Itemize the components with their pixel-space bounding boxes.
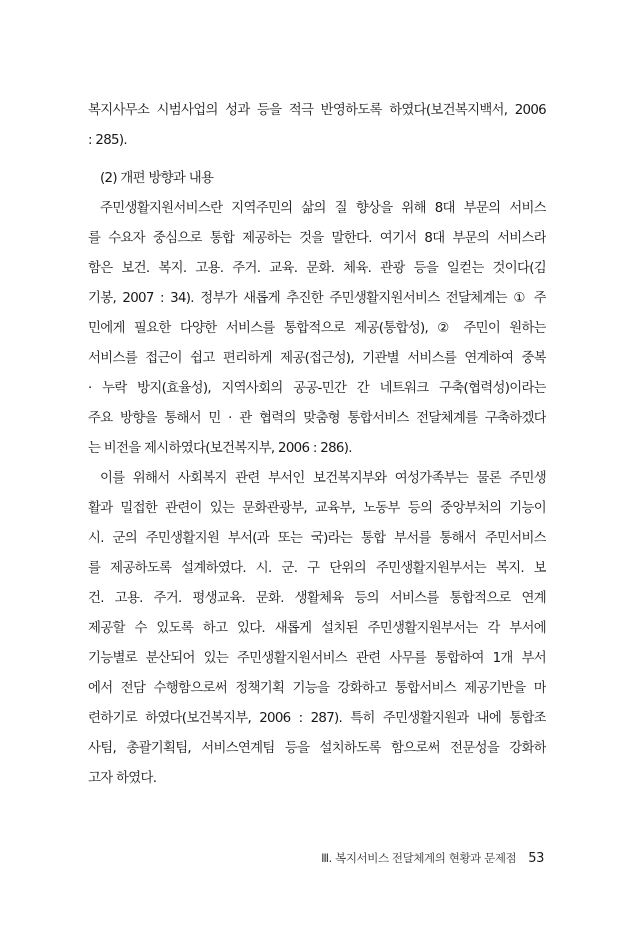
text-line: 민에게 필요한 다양한 서비스를 통합적으로 제공(통합성), ② 주민이 원하는 [88,321,546,336]
running-chapter-title: Ⅲ. 복지서비스 전달체계의 현황과 문제점 [321,851,517,865]
body-text [88,96,546,794]
text-line: 에서 전담 수행함으로써 정책기획 기능을 강화하고 통합서비스 제공기반을 마 [88,681,546,696]
text-line: 를 수요자 중심으로 통합 제공하는 것을 말한다. 여기서 8대 부문의 서비스라 [88,231,546,246]
text-line: 는 비전을 제시하였다(보건복지부, 2006 : 286). [88,441,352,456]
text-line: 제공할 수 있도록 하고 있다. 새롭게 설치된 주민생활지원부서는 각 부서에 [88,621,546,636]
text-line: : 285). [88,133,127,148]
text-line: 서비스를 접근이 쉽고 편리하게 제공(접근성), 기관별 서비스를 연계하여 중복 [88,351,546,366]
text-line: 련하기로 하였다(보건복지부, 2006 : 287). 특히 주민생활지원과 내에 통합조 [88,711,546,726]
text-line: 사팀, 총괄기획팀, 서비스연계팀 등을 설치하도록 함으로써 전문성을 강화하 [88,741,546,756]
text-line: 활과 밀접한 관련이 있는 문화관광부, 교육부, 노동부 등의 중앙부처의 기능이 [88,501,546,516]
section-heading: (2) 개편 방향과 내용 [100,171,214,186]
text-line: 를 제공하도록 설계하였다. 시. 군. 구 단위의 주민생활지원부서는 복지. 보 [88,561,546,576]
text-line: 기능별로 분산되어 있는 주민생활지원서비스 관련 사무를 통합하여 1개 부서 [88,651,546,666]
text-line: 건. 고용. 주거. 평생교육. 문화. 생활체육 등의 서비스를 통합적으로 연계 [88,591,546,606]
text-line: 함은 보건. 복지. 고용. 주거. 교육. 문화. 체육. 관광 등을 일컫는 것이다(김 [88,261,546,276]
text-line: 이를 위해서 사회복지 관련 부서인 보건복지부와 여성가족부는 물론 주민생 [100,471,546,486]
text-line: 주요 방향을 통해서 민 · 관 협력의 맞춤형 통합서비스 전달체계를 구축하겠다 [88,411,546,426]
text-line: · 누락 방지(효율성), 지역사회의 공공-민간 간 네트워크 구축(협력성)이라는 [88,381,546,396]
page-footer [88,846,544,870]
text-line: 시. 군의 주민생활지원 부서(과 또는 국)라는 통합 부서를 통해서 주민서비스 [88,531,546,546]
text-line: 주민생활지원서비스란 지역주민의 삶의 질 향상을 위해 8대 부문의 서비스 [100,201,546,216]
text-line: 기봉, 2007 : 34). 정부가 새롭게 추진한 주민생활지원서비스 전달체계는 ① 주 [88,291,546,306]
text-line: 복지사무소 시범사업의 성과 등을 적극 반영하도록 하였다(보건복지백서, 2006 [88,103,546,118]
text-line: 고자 하였다. [88,771,157,786]
page-number: 53 [528,851,544,866]
